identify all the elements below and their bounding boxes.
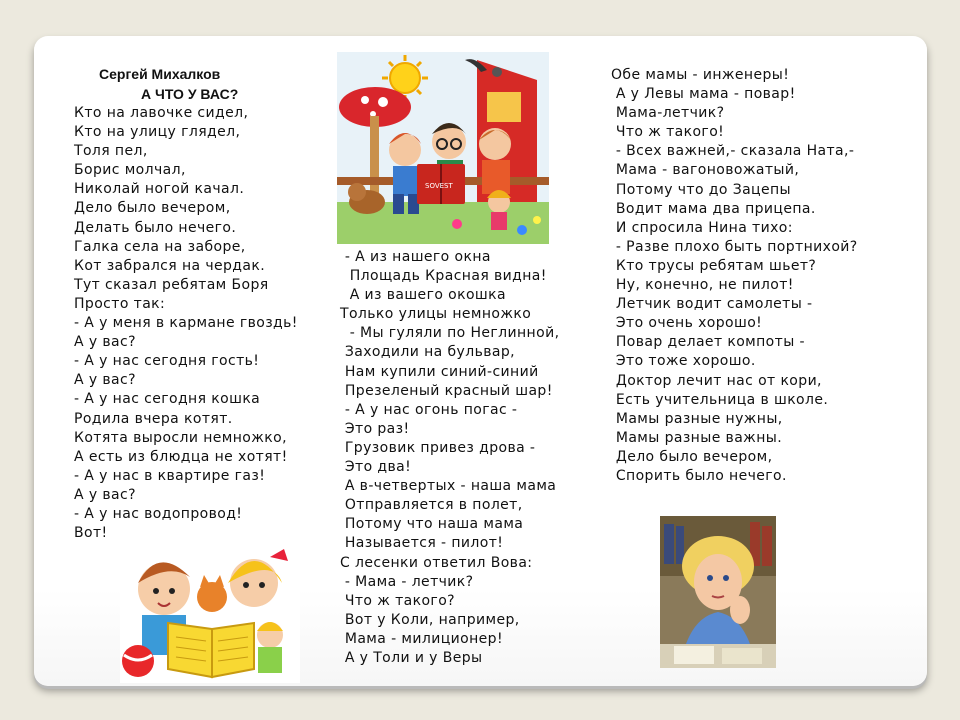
poem-line: Галка села на заборе,	[74, 238, 246, 255]
poem-line: А у вас?	[74, 486, 136, 503]
book-cover-label: SOVEST	[425, 182, 453, 190]
poem-line: Дело было вечером,	[74, 200, 231, 217]
poem-line: Потому что до Зацепы	[611, 181, 792, 198]
poem-line: Николай ногой качал.	[74, 181, 245, 198]
poem-column-3	[611, 66, 858, 486]
poem-line: Отправляется в полет,	[340, 497, 523, 514]
poem-line: Обе мамы - инженеры!	[611, 67, 790, 83]
poem-line: Водит мама два прицепа.	[611, 200, 816, 217]
poem-line: Потому что наша мама	[340, 516, 524, 533]
poem-line: Доктор лечит нас от кори,	[611, 372, 822, 389]
poem-line: Дело было вечером,	[611, 448, 773, 465]
poem-line: Кто на улицу глядел,	[74, 124, 241, 141]
poem-line: Что ж такого!	[611, 124, 725, 141]
poem-line: Вот!	[74, 525, 108, 542]
poem-line: Мама - вагоновожатый,	[611, 162, 800, 179]
poem-line: Повар делает компоты -	[611, 334, 805, 351]
poem-line: Просто так:	[74, 295, 166, 312]
poem-line: Нам купили синий-синий	[340, 363, 539, 380]
poem-line: Заходили на бульвар,	[340, 344, 515, 361]
poem-line: Вот у Коли, например,	[340, 611, 520, 628]
poem-line: Презеленый красный шар!	[340, 382, 553, 399]
poem-line: Родила вчера котят.	[74, 410, 233, 427]
poem-line: А у Левы мама - повар!	[611, 86, 796, 103]
poem-title: А ЧТО У ВАС?	[141, 86, 239, 102]
poem-line: Только улицы немножко	[340, 306, 532, 323]
poem-line: - Мама - летчик?	[340, 573, 474, 590]
poem-line: Это два!	[340, 459, 412, 476]
poem-line: А у Толи и у Веры	[340, 649, 483, 666]
poem-line: Грузовик привез дрова -	[340, 439, 536, 456]
poem-line: А в-четвертых - наша мама	[340, 478, 557, 495]
poem-line: И спросила Нина тихо:	[611, 219, 793, 236]
poem-line: Спорить было нечего.	[611, 467, 787, 484]
children-reading-illustration	[337, 52, 549, 244]
poem-line: Площадь Красная видна!	[340, 268, 547, 285]
poem-line: А у вас?	[74, 334, 136, 351]
poem-line: Ну, конечно, не пилот!	[611, 277, 794, 294]
poem-line: - А у нас сегодня гость!	[74, 353, 260, 370]
poem-line: Кот забрался на чердак.	[74, 257, 266, 274]
poem-line: - А у нас сегодня кошка	[74, 391, 261, 408]
poem-line: А из вашего окошка	[340, 287, 506, 304]
poem-column-2	[340, 248, 559, 668]
poem-author: Сергей Михалков	[99, 66, 221, 82]
poem-line: Что ж такого?	[340, 592, 455, 609]
poem-line: Это раз!	[340, 420, 410, 437]
poem-line: Есть учительница в школе.	[611, 391, 829, 408]
poem-line: - Мы гуляли по Неглинной,	[340, 325, 560, 342]
thinking-boy-illustration	[660, 516, 776, 668]
poem-line: - А у нас огонь погас -	[340, 401, 518, 418]
poem-line: С лесенки ответил Вова:	[340, 554, 533, 571]
poem-line: Мамы разные нужны,	[611, 410, 783, 427]
poem-line: Мама-летчик?	[611, 105, 725, 122]
poem-line: - Всех важней,- сказала Ната,-	[611, 143, 855, 160]
poem-line: Мамы разные важны.	[611, 429, 783, 446]
poem-line: Кто на лавочке сидел,	[74, 105, 249, 121]
poem-line: Это очень хорошо!	[611, 315, 763, 332]
poem-column-1	[74, 104, 298, 543]
poem-line: Мама - милиционер!	[340, 630, 503, 647]
poem-line: Котята выросли немножко,	[74, 429, 287, 446]
poem-line: - А у нас в квартире газ!	[74, 467, 266, 484]
poem-line: - А у нас водопровод!	[74, 505, 243, 522]
poem-line: А у вас?	[74, 372, 136, 389]
poem-line: Тут сказал ребятам Боря	[74, 276, 269, 293]
poem-line: Делать было нечего.	[74, 219, 237, 236]
poem-line: - А у меня в кармане гвоздь!	[74, 315, 298, 332]
poem-line: Кто трусы ребятам шьет?	[611, 257, 817, 274]
poem-line: Толя пел,	[74, 143, 148, 160]
kids-with-book-illustration	[120, 537, 300, 683]
poem-line: А есть из блюдца не хотят!	[74, 448, 288, 465]
poem-line: Борис молчал,	[74, 162, 186, 179]
poem-line: Летчик водит самолеты -	[611, 296, 813, 313]
poem-line: Это тоже хорошо.	[611, 353, 756, 370]
poem-line: Называется - пилот!	[340, 535, 504, 552]
poem-line: - А из нашего окна	[340, 249, 491, 265]
poem-line: - Разве плохо быть портнихой?	[611, 238, 858, 255]
